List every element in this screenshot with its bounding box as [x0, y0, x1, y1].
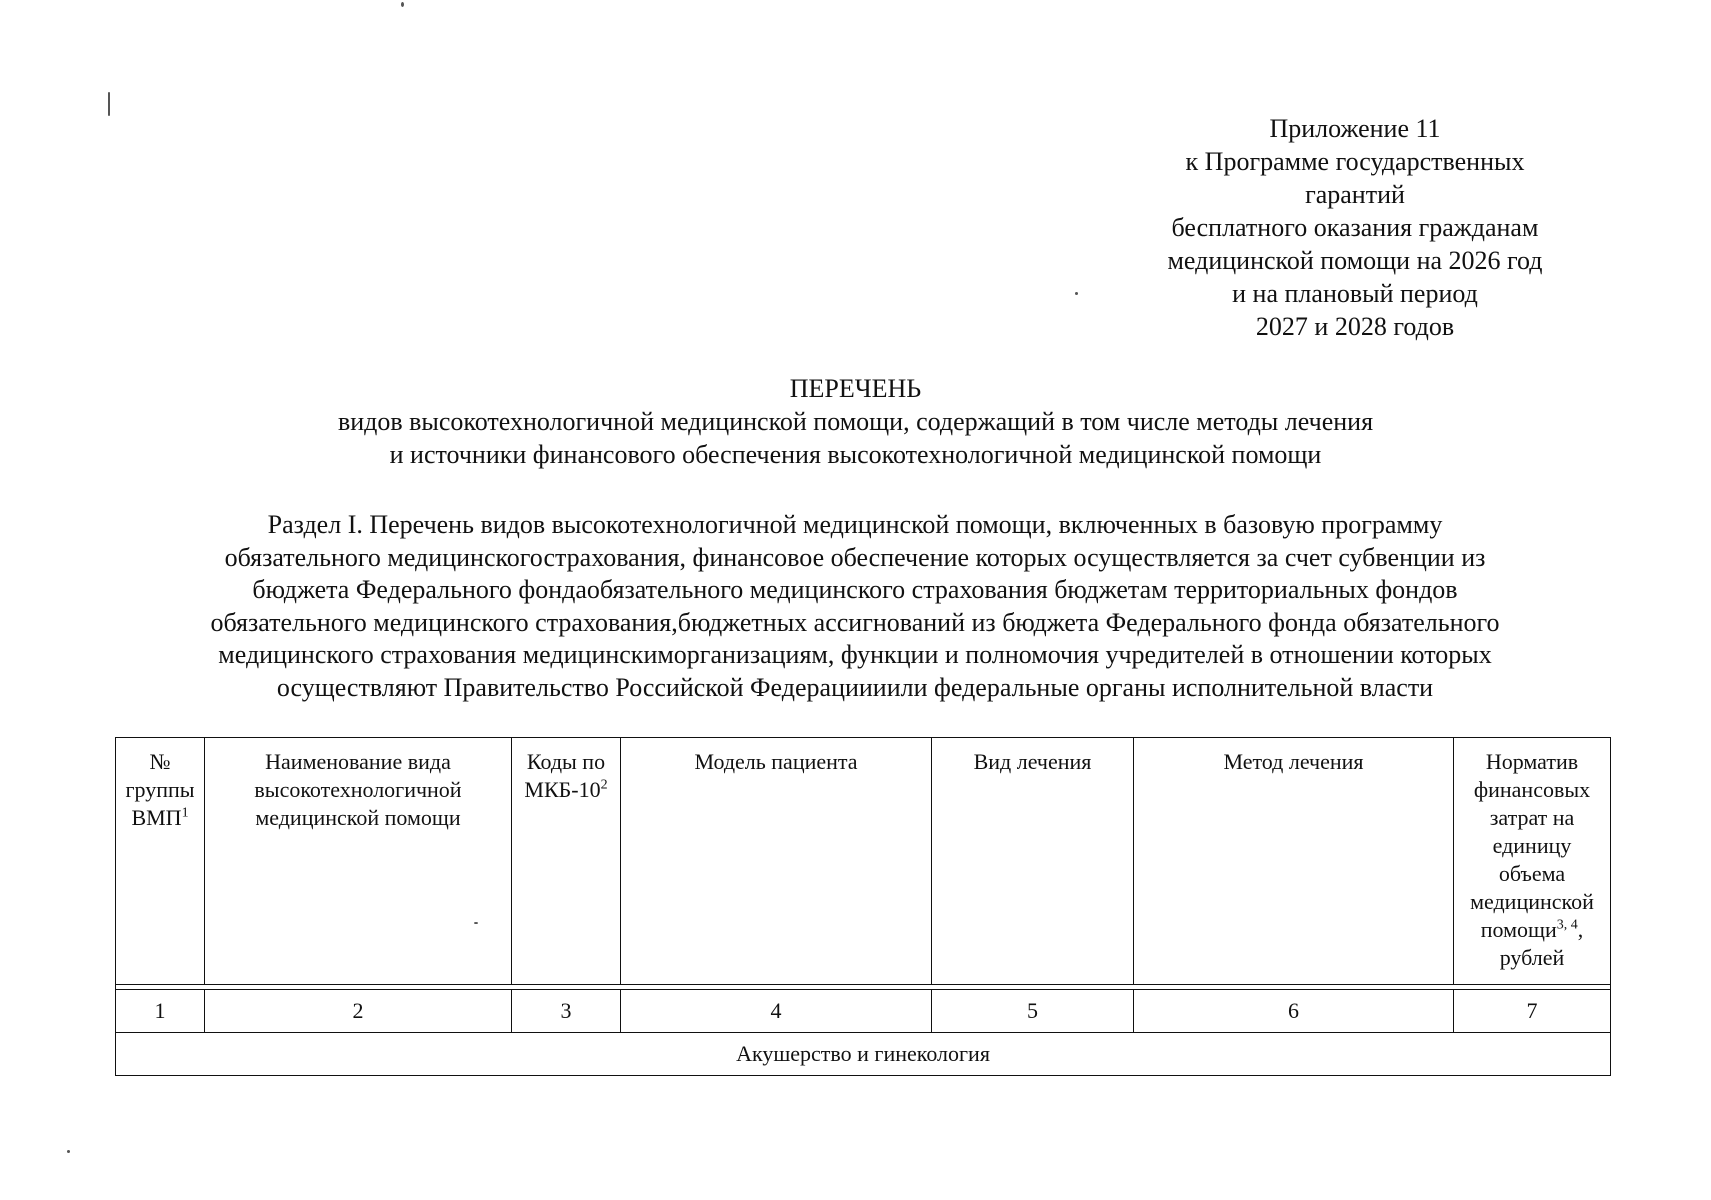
scan-speck — [108, 92, 110, 116]
scan-speck — [1075, 292, 1078, 295]
table-header-row — [116, 738, 1611, 985]
appendix-line: Приложение 11 — [1269, 114, 1441, 143]
column-number: 7 — [1454, 990, 1611, 1033]
appendix-note — [1120, 112, 1590, 343]
title-heading: ПЕРЕЧЕНЬ — [789, 374, 922, 403]
appendix-line: и на плановый период — [1232, 279, 1478, 308]
title-line: и источники финансового обеспечения высокотехнологичной медицинской помощи — [389, 440, 1322, 469]
appendix-line: гарантий — [1305, 180, 1405, 209]
column-number: 6 — [1134, 990, 1454, 1033]
scan-speck — [401, 2, 404, 7]
specialty-title: Акушерство и гинекология — [116, 1033, 1611, 1076]
header-cost-norm: Норматив финансовых затрат на единицу объема медицинской помощи$^{3, 4}$, рублей — [1454, 738, 1611, 985]
specialty-row — [116, 1033, 1611, 1076]
column-number: 1 — [116, 990, 205, 1033]
section-line: медицинского страхования медицинскиморганизациям, функции и полномочия учредителей в отношении которых — [218, 640, 1492, 669]
section-line: Раздел I. Перечень видов высокотехнологичной медицинской помощи, включенных в базовую программу — [267, 510, 1443, 539]
section-line: бюджета Федерального фондаобязательного медицинского страхования бюджетам территориальных фондов — [252, 575, 1458, 604]
appendix-line: 2027 и 2028 годов — [1255, 312, 1455, 341]
section-line: осуществляют Правительство Российской Федерациииили федеральные органы исполнительной власти — [276, 672, 1434, 702]
header-vmp-name: Наименование вида высокотехнологичной медицинской помощи — [205, 738, 512, 985]
section-line: обязательного медицинского страхования,бюджетных ассигнований из бюджета Федерального фонда обязательного — [210, 607, 1500, 637]
column-number: 4 — [621, 990, 932, 1033]
column-number: 2 — [205, 990, 512, 1033]
header-treatment-type: Вид лечения — [932, 738, 1134, 985]
scan-speck — [67, 1150, 70, 1153]
vmp-table — [115, 737, 1611, 1076]
document-title — [0, 372, 1711, 471]
header-patient-model: Модель пациента — [621, 738, 932, 985]
header-treatment-method: Метод лечения — [1134, 738, 1454, 985]
section-line: обязательного медицинскогострахования, финансовое обеспечение которых осуществляется за счет субвенции из — [224, 542, 1486, 572]
section-heading — [60, 509, 1650, 704]
header-group-number: № группы ВМП$^1$ — [116, 738, 205, 985]
header-icd-codes: Коды по МКБ-$10^2$ — [512, 738, 621, 985]
column-number: 3 — [512, 990, 621, 1033]
appendix-line: к Программе государственных — [1185, 147, 1525, 176]
appendix-line: бесплатного оказания гражданам — [1171, 213, 1539, 242]
column-number: 5 — [932, 990, 1134, 1033]
title-line: видов высокотехнологичной медицинской помощи, содержащий в том числе методы лечения — [337, 407, 1374, 436]
column-number-row — [116, 990, 1611, 1033]
appendix-line: медицинской помощи на 2026 год — [1167, 246, 1543, 275]
scan-speck — [474, 922, 478, 924]
